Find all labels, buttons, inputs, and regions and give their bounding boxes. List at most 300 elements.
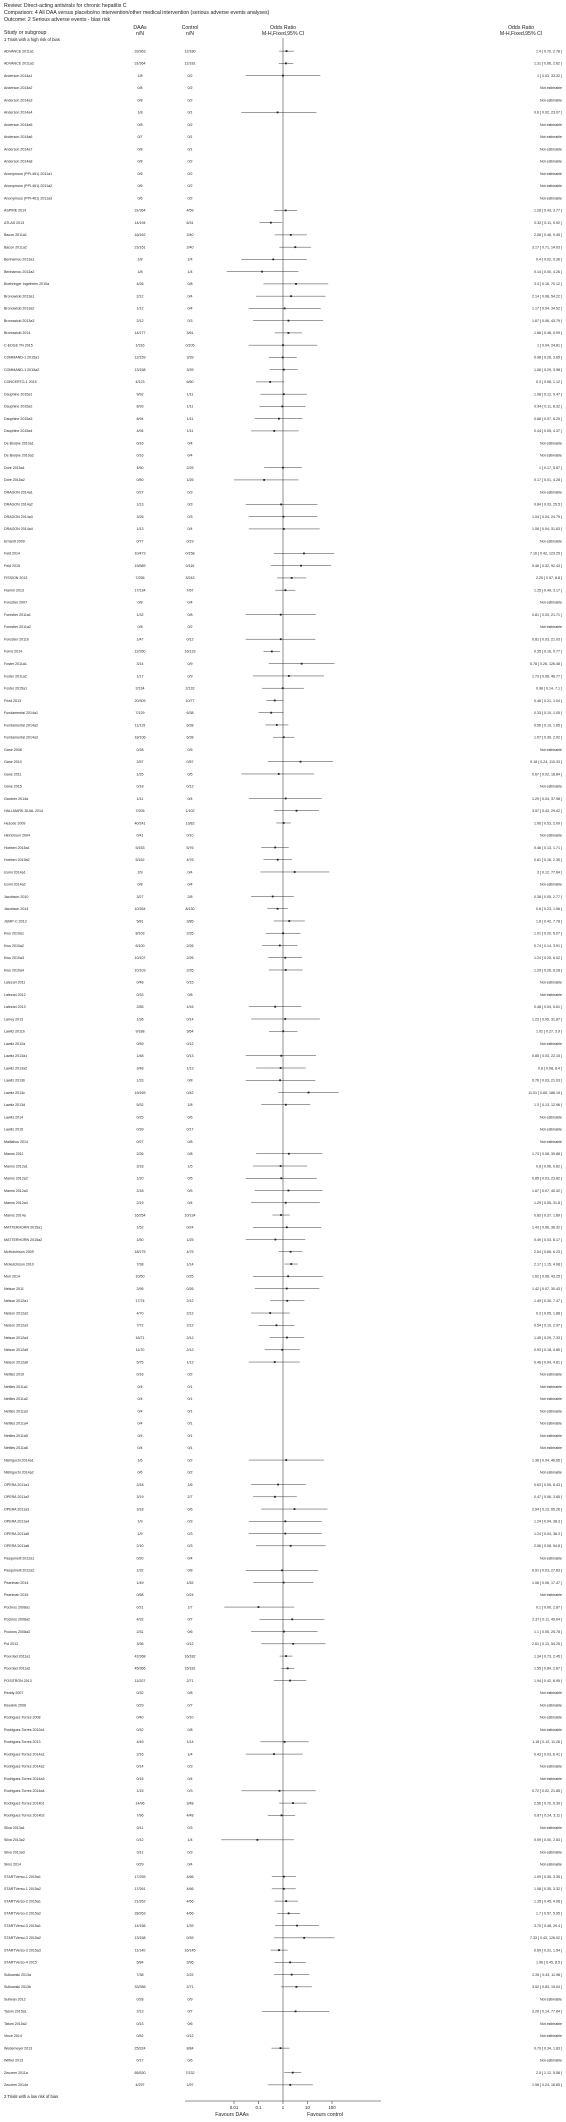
odds-ratio-ci: 11.01 [ 0.65, 186.19 ] xyxy=(528,1090,562,1095)
daa-events: 19/169 xyxy=(134,1090,146,1095)
daa-events: 0/77 xyxy=(136,539,144,544)
col-header-control-sub: n/N xyxy=(185,31,195,37)
study-name: STARTVerso-3 2015a3 xyxy=(4,1948,41,1953)
point-estimate xyxy=(280,614,282,616)
point-estimate xyxy=(303,553,305,555)
control-events: 6/38 xyxy=(186,711,194,716)
study-name: Benhamou 2013a1 xyxy=(4,257,35,262)
control-events: 0/25 xyxy=(186,1274,194,1279)
point-estimate xyxy=(291,1618,293,1620)
odds-ratio-ci: 1.62 [ 0.06, 43.25 ] xyxy=(532,1274,562,1279)
study-name: Kwo 2010a4 xyxy=(4,968,24,973)
daa-events: 33/363 xyxy=(134,49,146,54)
point-estimate xyxy=(278,773,280,775)
point-estimate xyxy=(295,2010,297,2012)
study-name: CONCERTO-1 2015 xyxy=(4,380,37,385)
study-name: DRAGON 2014a4 xyxy=(4,527,33,532)
daa-events: 1/9 xyxy=(137,1519,143,1524)
control-events: 0/8 xyxy=(187,992,193,997)
study-name: Nelson 2012a6 xyxy=(4,1360,29,1365)
point-estimate xyxy=(280,1165,282,1167)
control-events: 0/12 xyxy=(186,784,194,789)
control-events: 0/24 xyxy=(186,1225,194,1230)
odds-ratio-ci: 1.06 [ 0.06, 17.47 ] xyxy=(532,1580,562,1585)
daa-events: 2/31 xyxy=(136,1629,144,1634)
control-events: 0/57 xyxy=(186,760,194,765)
point-estimate xyxy=(279,1079,281,1081)
study-name: FISSION 2013 xyxy=(4,576,28,581)
point-estimate xyxy=(270,712,272,714)
daa-events: 14/194 xyxy=(134,220,146,225)
daa-events: 0/16 xyxy=(136,441,144,446)
odds-ratio-ci: 3.26 [ 0.14, 77.84 ] xyxy=(532,2009,562,2014)
axis-tick-label: 0.01 xyxy=(229,2105,239,2110)
control-events: 2/12 xyxy=(186,1335,194,1340)
study-name: Fundamental 2014a3 xyxy=(4,735,38,740)
control-events: 2/26 xyxy=(186,968,194,973)
control-events: 6/38 xyxy=(186,723,194,728)
point-estimate xyxy=(286,1300,288,1302)
study-name: Rodriguez-Torres 2014a4 xyxy=(4,1789,45,1794)
daa-events: 11/140 xyxy=(134,1948,146,1953)
study-name: Manns 2014a xyxy=(4,1213,26,1218)
study-name: Fundamental 2014a2 xyxy=(4,723,38,728)
point-estimate xyxy=(277,111,279,113)
col-header-odds-ratio-sub: M-H,Fixed,95% CI xyxy=(261,31,305,37)
point-estimate xyxy=(273,1753,275,1755)
study-name: STARTVerso-3 2015a1 xyxy=(4,1923,41,1928)
point-estimate xyxy=(270,222,272,224)
control-events: 0/1 xyxy=(187,1397,193,1402)
daa-events: 0/25 xyxy=(136,1115,144,1120)
point-estimate xyxy=(279,945,281,947)
control-events: 1/4 xyxy=(187,1752,193,1757)
col-header-control: Control xyxy=(181,25,199,31)
odds-ratio-ci: 0.84 [ 0.03, 25.5 ] xyxy=(534,502,562,507)
study-name: De Bruijne 2010a1 xyxy=(4,441,34,446)
daa-events: 10/107 xyxy=(134,956,146,961)
odds-ratio-ci: 0.81 [ 0.03, 21.03 ] xyxy=(532,637,562,642)
control-events: 0/8 xyxy=(187,612,193,617)
outcome-title: Outcome: 2 Serious adverse events - bias risk xyxy=(4,17,111,23)
daa-events: 0/4 xyxy=(137,1446,143,1451)
odds-ratio-ci: 0.09 [ 0.00, 2.83 ] xyxy=(534,1838,562,1843)
control-events: 1/11 xyxy=(186,392,194,397)
control-events: 0/4 xyxy=(187,600,193,605)
study-name: Dauphine 2015a4 xyxy=(4,429,33,434)
odds-ratio-ci: 0.49 [ 0.03, 8.17 ] xyxy=(534,1237,562,1242)
control-events: 0/12 xyxy=(186,1041,194,1046)
odds-ratio-ci: 0.48 [ 0.13, 1.71 ] xyxy=(534,845,562,850)
study-name: COMMAND-1 2015a2 xyxy=(4,367,40,372)
study-name: Nishiguchi 2014a2 xyxy=(4,1470,34,1475)
control-events: 0/12 xyxy=(186,2034,194,2039)
study-name: Reesink 2006 xyxy=(4,1703,26,1708)
odds-ratio-ci: 0.69 [ 0.31, 1.54 ] xyxy=(534,1948,562,1953)
odds-ratio-ci: Not estimable xyxy=(540,2058,562,2063)
control-events: 0/3 xyxy=(187,1789,193,1794)
point-estimate xyxy=(279,1790,281,1792)
daa-events: 0/29 xyxy=(136,1703,144,1708)
odds-ratio-ci: Not estimable xyxy=(540,1776,562,1781)
control-events: 0/9 xyxy=(187,674,193,679)
odds-ratio-ci: 0.79 [ 0.34, 1.83 ] xyxy=(534,2046,562,2051)
control-events: 0/5 xyxy=(187,747,193,752)
daa-events: 0/16 xyxy=(136,453,144,458)
daa-events: 7/38 xyxy=(136,1262,144,1267)
point-estimate xyxy=(276,1324,278,1326)
odds-ratio-ci: 1.96 [ 0.45, 8.5 ] xyxy=(536,1960,562,1965)
point-estimate xyxy=(283,1876,285,1878)
control-events: 1/102 xyxy=(185,809,195,814)
odds-ratio-ci: 5.78 [ 0.26, 126.48 ] xyxy=(530,662,562,667)
study-name: Pockros 2008a3 xyxy=(4,1629,30,1634)
study-name: STARTVerso-2 2015a1 xyxy=(4,1899,41,1904)
daa-events: 28/263 xyxy=(134,1911,146,1916)
control-events: 1/12 xyxy=(186,1360,194,1365)
odds-ratio-ci: Not estimable xyxy=(540,882,562,887)
point-estimate xyxy=(258,1606,260,1608)
study-name: Sims 2014 xyxy=(4,1862,21,1867)
odds-ratio-ci: Not estimable xyxy=(540,1727,562,1732)
daa-events: 8/93 xyxy=(136,404,144,409)
point-estimate xyxy=(284,1533,286,1535)
daa-events: 0/8 xyxy=(137,159,143,164)
daa-events: 2/134 xyxy=(135,686,145,691)
odds-ratio-ci: 1 [ 0.17, 5.87 ] xyxy=(539,465,562,470)
control-events: 2/12 xyxy=(186,1311,194,1316)
control-events: 0/5 xyxy=(187,772,193,777)
study-name: Sullivan 2012 xyxy=(4,1997,26,2002)
odds-ratio-ci: Not estimable xyxy=(540,1825,562,1830)
study-name: Kwo 2010a1 xyxy=(4,931,24,936)
point-estimate xyxy=(285,1900,287,1902)
point-estimate xyxy=(278,1949,280,1951)
daa-events: 0/59 xyxy=(136,1041,144,1046)
odds-ratio-ci: Not estimable xyxy=(540,1421,562,1426)
daa-events: 0/8 xyxy=(137,625,143,630)
daa-events: 0/28 xyxy=(136,1997,144,2002)
point-estimate xyxy=(287,332,289,334)
daa-events: 1/52 xyxy=(136,1225,144,1230)
odds-ratio-ci: 1.31 [ 0.66, 2.62 ] xyxy=(534,61,562,66)
odds-ratio-ci: 2.25 [ 0.57, 8.8 ] xyxy=(536,576,562,581)
odds-ratio-ci: 2.26 [ 0.43, 11.98 ] xyxy=(532,1972,562,1977)
odds-ratio-ci: Not estimable xyxy=(540,980,562,985)
daa-events: 0/12 xyxy=(136,1838,144,1843)
subgroup-label: 1 Trials with a high risk of bias xyxy=(4,37,60,42)
point-estimate xyxy=(273,430,275,432)
study-name: Bronowicki 2013a1 xyxy=(4,294,35,299)
daa-events: 0/4 xyxy=(137,1421,143,1426)
odds-ratio-ci: Not estimable xyxy=(540,600,562,605)
daa-events: 2/65 xyxy=(136,1005,144,1010)
control-events: 8/130 xyxy=(185,907,195,912)
point-estimate xyxy=(286,1337,288,1339)
control-events: 0/26 xyxy=(186,1286,194,1291)
daa-events: 0/4 xyxy=(137,1433,143,1438)
odds-ratio-ci: 1.1 [ 0.05, 25.78 ] xyxy=(534,1629,562,1634)
control-events: 0/15 xyxy=(186,980,194,985)
daa-events: 0/15 xyxy=(136,1776,144,1781)
study-name: Manns 2012a4 xyxy=(4,1201,28,1206)
daa-events: 3/26 xyxy=(136,514,144,519)
study-name: ASPIRE 2014 xyxy=(4,208,27,213)
control-events: 4/75 xyxy=(186,1250,194,1255)
study-name: Pasquinelli 2012a1 xyxy=(4,1556,35,1561)
daa-events: 40/241 xyxy=(134,821,146,826)
odds-ratio-ci: 1.23 [ 0.05, 31.87 ] xyxy=(532,1017,562,1022)
control-events: 0/2 xyxy=(187,122,193,127)
study-name: Rodriguez-Torres 2014b2 xyxy=(4,1813,45,1818)
study-name: OPERA 2011a6 xyxy=(4,1544,30,1549)
control-events: 0/1 xyxy=(187,110,193,115)
study-name: Feld 2015 xyxy=(4,563,20,568)
favours-control-label: Favours control xyxy=(307,2112,343,2118)
study-name: Nelson 2012a4 xyxy=(4,1335,29,1340)
control-events: 2/71 xyxy=(186,1985,194,1990)
control-events: 3/85 xyxy=(186,919,194,924)
point-estimate xyxy=(272,896,274,898)
study-name: Foster 2015a1 xyxy=(4,686,28,691)
study-name: OPERA 2011a1 xyxy=(4,1482,30,1487)
odds-ratio-ci: 1.3 [ 0.13, 12.96 ] xyxy=(534,1103,562,1108)
daa-events: 1/20 xyxy=(136,1176,144,1181)
control-events: 8/84 xyxy=(186,2046,194,2051)
control-events: 2/40 xyxy=(186,233,194,238)
daa-events: 1/8 xyxy=(137,269,143,274)
point-estimate xyxy=(277,859,279,861)
daa-events: 5/81 xyxy=(136,919,144,924)
daa-events: 12/260 xyxy=(134,649,146,654)
odds-ratio-ci: 1.06 [ 0.53, 2.09 ] xyxy=(534,821,562,826)
daa-events: 0/6 xyxy=(137,196,143,201)
control-events: 1/14 xyxy=(186,1262,194,1267)
odds-ratio-ci: 0.61 [ 0.16, 2.35 ] xyxy=(534,858,562,863)
odds-ratio-ci: 0.17 [ 0.01, 4.28 ] xyxy=(534,478,562,483)
control-events: 0/2 xyxy=(187,1458,193,1463)
study-name: Foster 2011a1 xyxy=(4,662,27,667)
daa-events: 1/25 xyxy=(136,772,144,777)
control-events: 0/6 xyxy=(187,1629,193,1634)
daa-events: 14/177 xyxy=(134,331,146,336)
study-name: Larrey 2013 xyxy=(4,1017,24,1022)
odds-ratio-ci: 3.57 [ 0.43, 29.42 ] xyxy=(532,809,562,814)
daa-events: 7/129 xyxy=(135,711,145,716)
point-estimate xyxy=(280,1055,282,1057)
odds-ratio-ci: 2.37 [ 0.11, 49.04 ] xyxy=(532,1617,562,1622)
study-name: Nettles 2010 xyxy=(4,1372,25,1377)
control-events: 15/181 xyxy=(184,1666,196,1671)
daa-events: 2/19 xyxy=(136,1201,144,1206)
daa-events: 0/52 xyxy=(136,2034,144,2039)
study-name: McHutchison 2010 xyxy=(4,1262,34,1267)
control-events: 0/3 xyxy=(187,1764,193,1769)
control-events: 3/39 xyxy=(186,367,194,372)
odds-ratio-ci: 3.75 [ 0.48, 29.4 ] xyxy=(534,1923,562,1928)
control-events: 0/8 xyxy=(187,282,193,287)
study-name: Jacobson 2014 xyxy=(4,907,29,912)
daa-events: 2/10 xyxy=(136,1544,144,1549)
study-name: Boehringer Ingelheim 2010a xyxy=(4,282,50,287)
odds-ratio-ci: 1.29 [ 0.26, 6.28 ] xyxy=(534,968,562,973)
daa-events: 3/14 xyxy=(136,662,144,667)
study-name: Rodriguez-Torres 2008 xyxy=(4,1715,41,1720)
daa-events: 5/84 xyxy=(136,1960,144,1965)
odds-ratio-ci: 0.85 [ 0.03, 23.82 ] xyxy=(532,1176,562,1181)
daa-events: 42/368 xyxy=(134,1654,146,1659)
study-name: Dore 2015a2 xyxy=(4,478,25,483)
study-name: Rodriguez-Torres 2014b1 xyxy=(4,1801,45,1806)
col-header-odds-ratio: Odds Ratio xyxy=(270,25,296,31)
odds-ratio-ci: 3.17 [ 0.71, 14.03 ] xyxy=(532,245,562,250)
daa-events: 3/48 xyxy=(136,1066,144,1071)
daa-events: 31/364 xyxy=(134,208,146,213)
daa-events: 17/259 xyxy=(134,1874,146,1879)
col-header-study: Study or subgroup xyxy=(4,30,47,36)
point-estimate xyxy=(283,1631,285,1633)
point-estimate xyxy=(294,1508,296,1510)
control-events: 3/61 xyxy=(186,331,194,336)
study-name: Forestier 2011a2 xyxy=(4,625,31,630)
daa-events: 1/33 xyxy=(136,1078,144,1083)
control-events: 0/1 xyxy=(187,135,193,140)
control-events: 0/19 xyxy=(186,539,194,544)
study-name: ADVANCE 2011a2 xyxy=(4,61,34,66)
daa-events: 25/324 xyxy=(134,2046,146,2051)
study-name: Dauphine 2015a3 xyxy=(4,416,33,421)
control-events: 1/4 xyxy=(187,1838,193,1843)
control-events: 0/2 xyxy=(187,1470,193,1475)
daa-events: 4/50 xyxy=(136,465,144,470)
odds-ratio-ci: 3 [ 0.12, 77.64 ] xyxy=(537,870,562,875)
favours-daa-label: Favours DAAs xyxy=(215,2112,249,2118)
odds-ratio-ci: 0.3 [ 0.05, 1.88 ] xyxy=(536,1311,562,1316)
point-estimate xyxy=(276,724,278,726)
daa-events: 0/27 xyxy=(136,1139,144,1144)
control-events: 2/22 xyxy=(186,1972,194,1977)
point-estimate xyxy=(300,565,302,567)
daa-events: 1/32 xyxy=(136,1568,144,1573)
control-events: 2/8 xyxy=(187,894,193,899)
point-estimate xyxy=(256,1839,258,1841)
point-estimate xyxy=(292,1643,294,1645)
control-events: 3/243 xyxy=(185,576,195,581)
daa-events: 17/261 xyxy=(134,1887,146,1892)
daa-events: 21/262 xyxy=(134,1899,146,1904)
daa-events: 14/156 xyxy=(134,1923,146,1928)
odds-ratio-ci: Not estimable xyxy=(540,1691,562,1696)
control-events: 0/8 xyxy=(187,1568,193,1573)
odds-ratio-ci: Not estimable xyxy=(540,1115,562,1120)
control-events: 0/4 xyxy=(187,796,193,801)
control-events: 7/132 xyxy=(185,2070,195,2075)
study-name: Poordad 2011a2 xyxy=(4,1666,31,1671)
odds-ratio-ci: 0.33 [ 0.10, 1.05 ] xyxy=(534,711,562,716)
study-name: Pol 2012 xyxy=(4,1642,19,1647)
control-events: 2/26 xyxy=(186,931,194,936)
point-estimate xyxy=(289,1680,291,1682)
odds-ratio-ci: Not estimable xyxy=(540,747,562,752)
study-name: OPERA 2011a5 xyxy=(4,1531,30,1536)
odds-ratio-ci: 0.14 [ 0.00, 4.26 ] xyxy=(534,269,562,274)
point-estimate xyxy=(269,1312,271,1314)
point-estimate xyxy=(288,675,290,677)
control-events: 0/9 xyxy=(187,1997,193,2002)
study-name: Lalezari 2013 xyxy=(4,1005,26,1010)
odds-ratio-ci: Not estimable xyxy=(540,1433,562,1438)
odds-ratio-ci: 0.56 [ 0.19, 1.65 ] xyxy=(534,723,562,728)
daa-events: 1/8 xyxy=(137,110,143,115)
daa-events: 7/96 xyxy=(136,1813,144,1818)
odds-ratio-ci: Not estimable xyxy=(540,2034,562,2039)
study-name: Silva 2013a3 xyxy=(4,1850,25,1855)
point-estimate xyxy=(290,1251,292,1253)
odds-ratio-ci: 1.29 [ 0.05, 31.8 ] xyxy=(534,1201,562,1206)
study-name: Lawitz 2012a xyxy=(4,1041,26,1046)
study-name: Fundamental 2014a1 xyxy=(4,711,38,716)
control-events: 7/67 xyxy=(186,588,194,593)
daa-events: 1/6 xyxy=(137,1458,143,1463)
odds-ratio-ci: 0.4 [ 0.02, 9.36 ] xyxy=(536,257,562,262)
control-events: 0/105 xyxy=(185,343,195,348)
study-name: STARTVerso-4 2015 xyxy=(4,1960,37,1965)
control-events: 0/8 xyxy=(187,1152,193,1157)
daa-events: 4/70 xyxy=(136,1311,144,1316)
control-events: 0/1 xyxy=(187,1409,193,1414)
daa-events: 1/13 xyxy=(136,502,144,507)
odds-ratio-ci: 0.63 [ 0.05, 8.43 ] xyxy=(534,1482,562,1487)
daa-events: 0/11 xyxy=(136,1850,144,1855)
study-name: Sulkowski 2013a xyxy=(4,1972,31,1977)
daa-events: 0/27 xyxy=(136,490,144,495)
study-name: DRAGON 2014a3 xyxy=(4,514,33,519)
study-name: Flamm 2013 xyxy=(4,588,24,593)
daa-events: 1/8 xyxy=(137,257,143,262)
daa-events: 65/530 xyxy=(134,2070,146,2075)
odds-ratio-ci: 0.85 [ 0.03, 22.15 ] xyxy=(532,1054,562,1059)
control-events: 13/82 xyxy=(185,821,195,826)
study-name: Nelson 2012a1 xyxy=(4,1299,29,1304)
study-name: Anderson 2014a2 xyxy=(4,86,33,91)
study-name: OPERA 2011a2 xyxy=(4,1495,30,1500)
daa-events: 17/134 xyxy=(134,588,146,593)
daa-events: 1/12 xyxy=(136,306,144,311)
odds-ratio-ci: 0.54 [ 0.10, 2.97 ] xyxy=(534,1323,562,1328)
daa-events: 12/159 xyxy=(134,355,146,360)
control-events: 6/31 xyxy=(186,220,194,225)
odds-ratio-ci: 1.08 [ 0.29, 3.98 ] xyxy=(534,367,562,372)
daa-events: 0/13 xyxy=(136,2021,144,2026)
study-name: Wedemeyer 2013 xyxy=(4,2046,33,2051)
odds-ratio-ci: Not estimable xyxy=(540,1997,562,2002)
daa-events: 7/38 xyxy=(136,1972,144,1977)
daa-events: 0/32 xyxy=(136,1691,144,1696)
study-name: Anderson 2014a1 xyxy=(4,73,33,78)
daa-events: 13/158 xyxy=(134,1936,146,1941)
point-estimate xyxy=(285,969,287,971)
odds-ratio-ci: 1.01 [ 0.20, 5.07 ] xyxy=(534,931,562,936)
daa-events: 6/94 xyxy=(136,416,144,421)
point-estimate xyxy=(274,700,276,702)
point-estimate xyxy=(261,271,263,273)
control-events: 0/7 xyxy=(187,1703,193,1708)
point-estimate xyxy=(296,810,298,812)
daa-events: 0/50 xyxy=(136,478,144,483)
daa-events: 1/49 xyxy=(136,1580,144,1585)
point-estimate xyxy=(295,283,297,285)
odds-ratio-ci: 1.08 [ 0.04, 31.63 ] xyxy=(532,527,562,532)
